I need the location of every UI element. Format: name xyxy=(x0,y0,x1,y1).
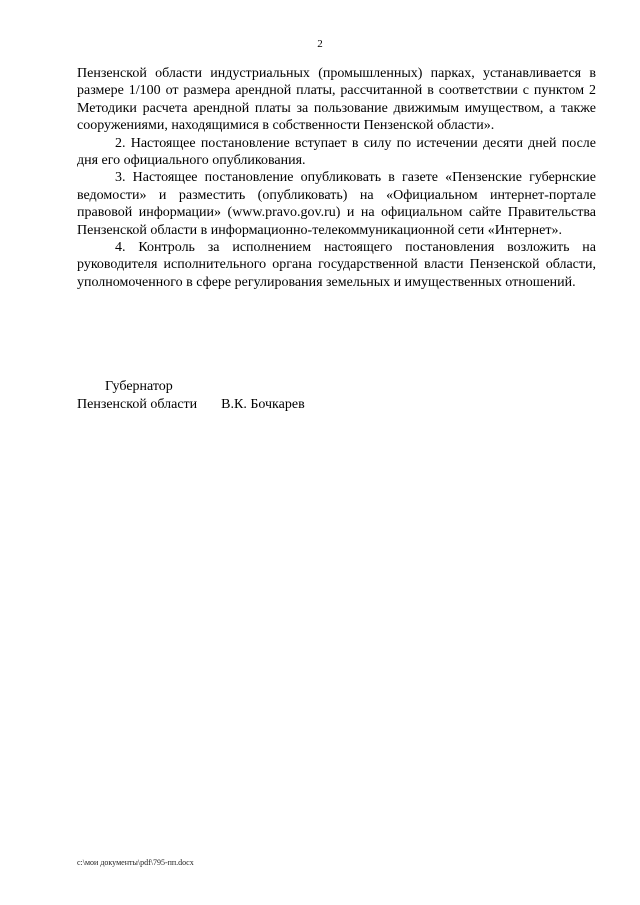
signatory-title-line-2-row xyxy=(77,396,477,414)
signatory-title-line-1: Губернатор xyxy=(105,379,173,394)
signatory-title-line-2: Пензенской области xyxy=(77,397,198,412)
paragraph-2: 2. Настоящее постановление вступает в силу по истечении десяти дней после дня его официального опубликования. xyxy=(77,135,596,169)
paragraph-3: 3. Настоящее постановление опубликовать в газете «Пензенские губернские ведомости» и разместить (опубликовать) на «Официальном интернет-портале правовой информации» (www.pravo.gov.ru) и на официальном сайте Правительства Пензенской области в информационно-телекоммуникационной сети «Интернет». xyxy=(77,170,596,238)
footer-file-path: c:\мои документы\pdf\795-пп.docx xyxy=(77,858,194,867)
signature-block xyxy=(77,378,477,414)
paragraph-4: 4. Контроль за исполнением настоящего постановления возложить на руководителя исполнительного органа государственной власти Пензенской области, уполномоченного в сфере регулирования земельных и имущественных отношений. xyxy=(77,240,596,290)
document-body xyxy=(77,65,596,291)
signatory-name: В.К. Бочкарев xyxy=(221,397,305,412)
page-number: 2 xyxy=(317,38,323,50)
paragraph-continuation: Пензенской области индустриальных (промышленных) парках, устанавливается в размере 1/100 от размера арендной платы, рассчитанной в соответствии с пунктом 2 Методики расчета арендной платы за пользование движимым имуществом, а также сооружениями, находящимися в собственности Пензенской области». xyxy=(77,66,596,134)
